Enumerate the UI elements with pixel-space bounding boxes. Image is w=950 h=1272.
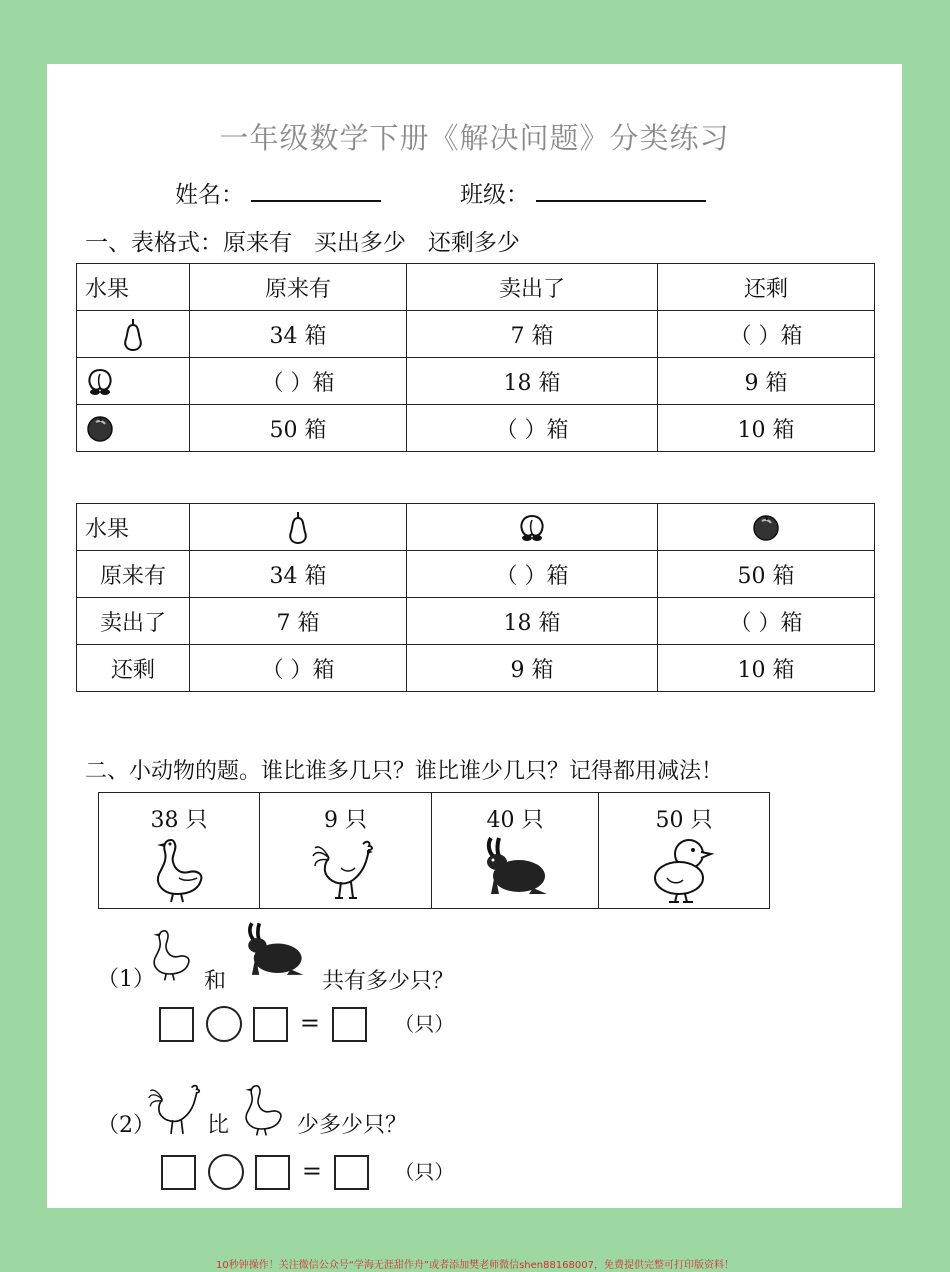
- rooster-icon: [311, 834, 381, 904]
- q2-equation: [161, 1154, 458, 1190]
- q1-text: 共有多少只？: [322, 969, 455, 994]
- rooster-icon: [147, 1076, 207, 1142]
- answer-box[interactable]: [159, 1007, 194, 1042]
- equals-sign: =: [299, 1008, 321, 1037]
- answer-cell[interactable]: （ ）箱: [658, 311, 875, 358]
- answer-box[interactable]: [334, 1155, 369, 1190]
- answer-box[interactable]: [332, 1007, 367, 1042]
- question-number: （2）: [97, 1113, 155, 1138]
- section1-heading: 一、表格式：原来有 买出多少 还剩多少: [85, 230, 520, 256]
- name-blank[interactable]: [251, 178, 381, 202]
- q1-equation: [159, 1006, 458, 1042]
- operator-circle[interactable]: [208, 1154, 244, 1190]
- fruit-header-cell: [658, 504, 875, 551]
- table-header-cell: 还剩: [658, 264, 875, 311]
- q2-text: 少多少只？: [297, 1113, 408, 1138]
- animal-count: 38 只: [150, 808, 208, 833]
- table-cell: 50 箱: [190, 405, 407, 452]
- answer-cell[interactable]: （ ）箱: [407, 405, 658, 452]
- table-row: [99, 793, 770, 909]
- table-cell: 10 箱: [658, 405, 875, 452]
- fruit-header-cell: [190, 504, 407, 551]
- name-label: 姓名：: [175, 182, 244, 208]
- table-row: [77, 645, 875, 692]
- table-row: [77, 358, 875, 405]
- fruit-cell: [77, 358, 190, 405]
- animal-count: 9 只: [324, 808, 367, 833]
- apple-icon: [751, 513, 781, 541]
- worksheet-paper: [47, 64, 902, 1208]
- animal-cell: [260, 793, 432, 909]
- row-label: 还剩: [77, 645, 190, 692]
- table-cell: 50 箱: [658, 551, 875, 598]
- table-cell: 7 箱: [407, 311, 658, 358]
- answer-cell[interactable]: （ ）箱: [658, 598, 875, 645]
- animal-cell: [599, 793, 770, 909]
- table-header-cell: 原来有: [190, 264, 407, 311]
- footer-note: 10秒钟操作！关注微信公众号“学海无涯甜作舟”或者添加樊老师微信shen88168007，免费提供完整可打印版资料！: [215, 1260, 735, 1271]
- class-label: 班级：: [459, 182, 529, 208]
- answer-box[interactable]: [161, 1155, 196, 1190]
- apple-icon: [85, 414, 115, 442]
- name-class-row: [175, 176, 706, 209]
- goose-icon: [147, 919, 195, 989]
- animal-table: [98, 792, 770, 909]
- table-cell: 18 箱: [407, 358, 658, 405]
- table-cell: 9 箱: [407, 645, 658, 692]
- fruit-table-1: [76, 263, 875, 452]
- table-row: [77, 551, 875, 598]
- table-cell: 18 箱: [407, 598, 658, 645]
- operator-circle[interactable]: [206, 1006, 242, 1042]
- table-cell: 10 箱: [658, 645, 875, 692]
- goose-icon: [239, 1074, 287, 1144]
- unit-label: （只）: [394, 1011, 455, 1036]
- fruit-cell: [77, 311, 190, 358]
- table-header-row: [77, 264, 875, 311]
- page-title: 一年级数学下册《解决问题》分类练习: [219, 121, 730, 155]
- table-header-row: [77, 504, 875, 551]
- unit-label: （只）: [394, 1159, 455, 1184]
- animal-count: 40 只: [486, 808, 544, 833]
- row-label: 卖出了: [77, 598, 190, 645]
- chick-icon: [649, 834, 719, 904]
- class-blank[interactable]: [536, 178, 706, 202]
- pear-icon: [286, 510, 310, 544]
- table-header-cell: 水果: [77, 264, 190, 311]
- table-header-cell: 卖出了: [407, 264, 658, 311]
- pear-icon: [121, 317, 145, 351]
- answer-cell[interactable]: （ ）箱: [190, 358, 407, 405]
- equals-sign: =: [301, 1156, 323, 1185]
- peach-icon: [85, 366, 115, 396]
- table-cell: 34 箱: [190, 311, 407, 358]
- animal-count: 50 只: [655, 808, 713, 833]
- fruit-table-2: [76, 503, 875, 692]
- table-cell: 7 箱: [190, 598, 407, 645]
- q2-conjunction: 比: [207, 1113, 230, 1138]
- rabbit-icon: [477, 834, 553, 900]
- table-row: [77, 598, 875, 645]
- question-number: （1）: [97, 967, 155, 992]
- rabbit-icon: [239, 917, 309, 983]
- fruit-header-cell: [407, 504, 658, 551]
- answer-box[interactable]: [253, 1007, 288, 1042]
- row-label: 原来有: [77, 551, 190, 598]
- table-cell: 34 箱: [190, 551, 407, 598]
- table-cell: 9 箱: [658, 358, 875, 405]
- table-header-cell: 水果: [77, 504, 190, 551]
- answer-cell[interactable]: （ ）箱: [407, 551, 658, 598]
- peach-icon: [517, 512, 547, 542]
- table-row: [77, 405, 875, 452]
- answer-box[interactable]: [255, 1155, 290, 1190]
- q1-conjunction: 和: [204, 969, 227, 994]
- section2-heading: 二、小动物的题。谁比谁多几只？谁比谁少几只？记得都用减法！: [85, 759, 724, 784]
- table-row: [77, 311, 875, 358]
- fruit-cell: [77, 405, 190, 452]
- animal-cell: [99, 793, 260, 909]
- animal-cell: [432, 793, 599, 909]
- answer-cell[interactable]: （ ）箱: [190, 645, 407, 692]
- goose-icon: [149, 834, 209, 904]
